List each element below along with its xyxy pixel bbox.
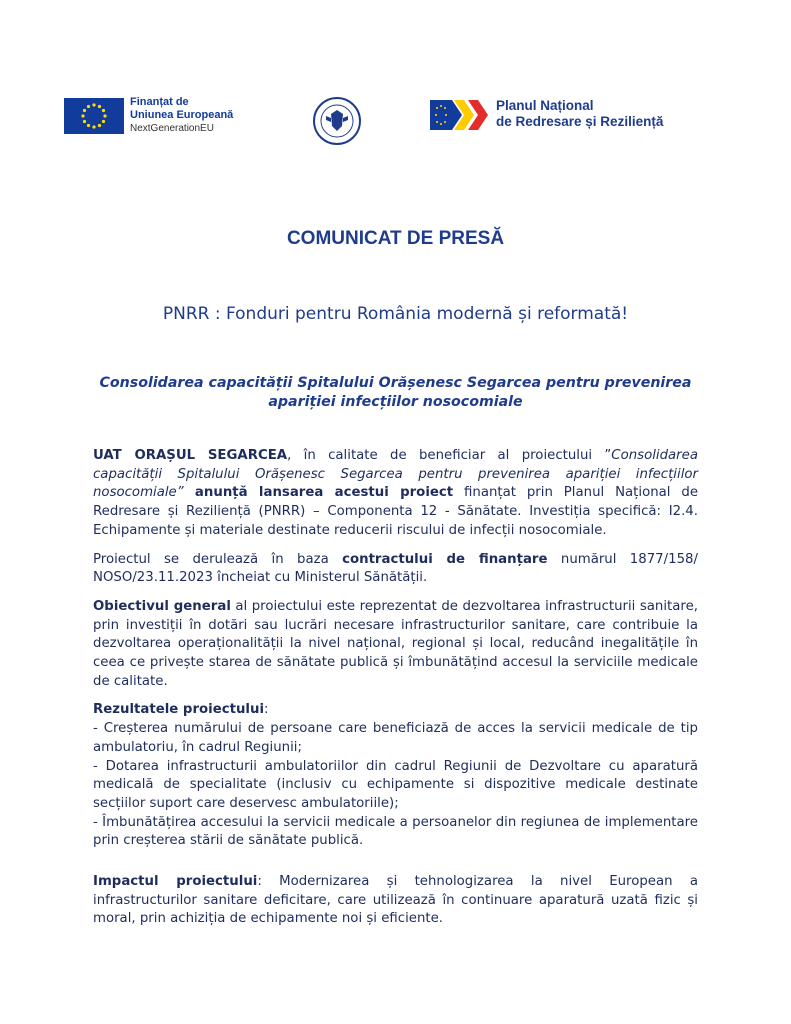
eu-line2: Uniunea Europeană [130, 109, 234, 121]
eu-line1: Finanțat de [130, 96, 189, 108]
contract-text-1: Proiectul se derulează în baza [93, 551, 343, 567]
eu-line3: NextGenerationEU [130, 123, 214, 134]
contract-label: contractului de finanțare [342, 551, 548, 567]
result-item: - Îmbunătățirea accesului la servicii medicale a persoanelor din regiunea de implementare prin creșterea stării de sănătate publică. [93, 814, 698, 849]
impact-label: Impactul proiectului [93, 874, 258, 890]
press-release-body [93, 447, 698, 939]
pnrr-line1: Planul Național [496, 98, 594, 113]
objective-paragraph [93, 598, 698, 692]
results-section [93, 701, 698, 851]
objective-label: Obiectivul general [93, 598, 231, 614]
result-item: - Dotarea infrastructurii ambulatoriilor din cadrul Regiunii de Dezvoltare cu aparatură medicală de specialitate (inclusiv cu echipamente si dispozitive medicale destinate secțiilor suport care deservesc ambulatoriile); [93, 758, 698, 811]
press-release-title: COMUNICAT DE PRESĂ [286, 228, 505, 249]
header-logos [0, 92, 791, 146]
eu-flag-icon [64, 98, 124, 134]
intro-text-2: finanțat prin Planul Național de Redresare și Reziliență (PNRR) – Componenta 12 - Sănătate. Investiția specifică: I2.4. Echipamente și materiale destinate reducerii riscului de infecții nosocomiale. [93, 485, 699, 538]
results-colon: : [264, 702, 269, 718]
project-title: Consolidarea capacității Spitalului Orășenesc Segarcea pentru prevenirea apariției infecțiilor nosocomiale [99, 375, 692, 410]
pnrr-line2: de Redresare și Reziliență [496, 114, 664, 129]
contract-text-2: numărul 1877/158/ NOSO/23.11.2023 încheiat cu Ministerul Sănătății. [93, 551, 698, 586]
pnrr-logo-label [496, 98, 663, 130]
contract-paragraph [93, 551, 698, 588]
intro-text-1: , în calitate de beneficiar al proiectului ” [287, 448, 612, 463]
result-item: - Creșterea numărului de persoane care beneficiază de acces la servicii medicale de tip ambulatoriu, în cadrul Regiunii; [93, 721, 698, 755]
project-name: Consolidarea capacității Spitalului Orășenesc Segarcea pentru prevenirea apariției infecțiilor nosocomiale” [93, 448, 698, 501]
intro-paragraph [93, 447, 698, 541]
beneficiary-name: UAT ORAȘUL SEGARCEA [93, 448, 288, 463]
press-release-subtitle: PNRR : Fonduri pentru România modernă și reformată! [162, 304, 629, 324]
eu-funding-label [130, 96, 233, 135]
impact-paragraph [93, 873, 698, 929]
results-heading: Rezultatele proiectului [93, 702, 265, 718]
pnrr-logo-icon [430, 98, 490, 132]
impact-text: : Modernizarea și tehnologizarea la nivel European a infrastructurilor sanitare deficitare, care utilizează în continuare aparatură uzată fizic și moral, prin achiziția de echipamente noi și eficiente. [93, 874, 698, 927]
announcement: anunță lansarea acestui proiect [183, 485, 454, 501]
romanian-government-seal-icon [312, 96, 362, 146]
objective-text: al proiectului este reprezentat de dezvoltarea infrastructurii sanitare, prin investiții în dotări sau lucrări necesare infrastructurilor sanitare, care contribuie la dezvoltarea operaționalității la nivel național, regional și local, reducând inegalitățile în ceea ce privește starea de sănătate publică și îmbunătățind accesul la serviciile medicale de calitate. [93, 598, 698, 689]
